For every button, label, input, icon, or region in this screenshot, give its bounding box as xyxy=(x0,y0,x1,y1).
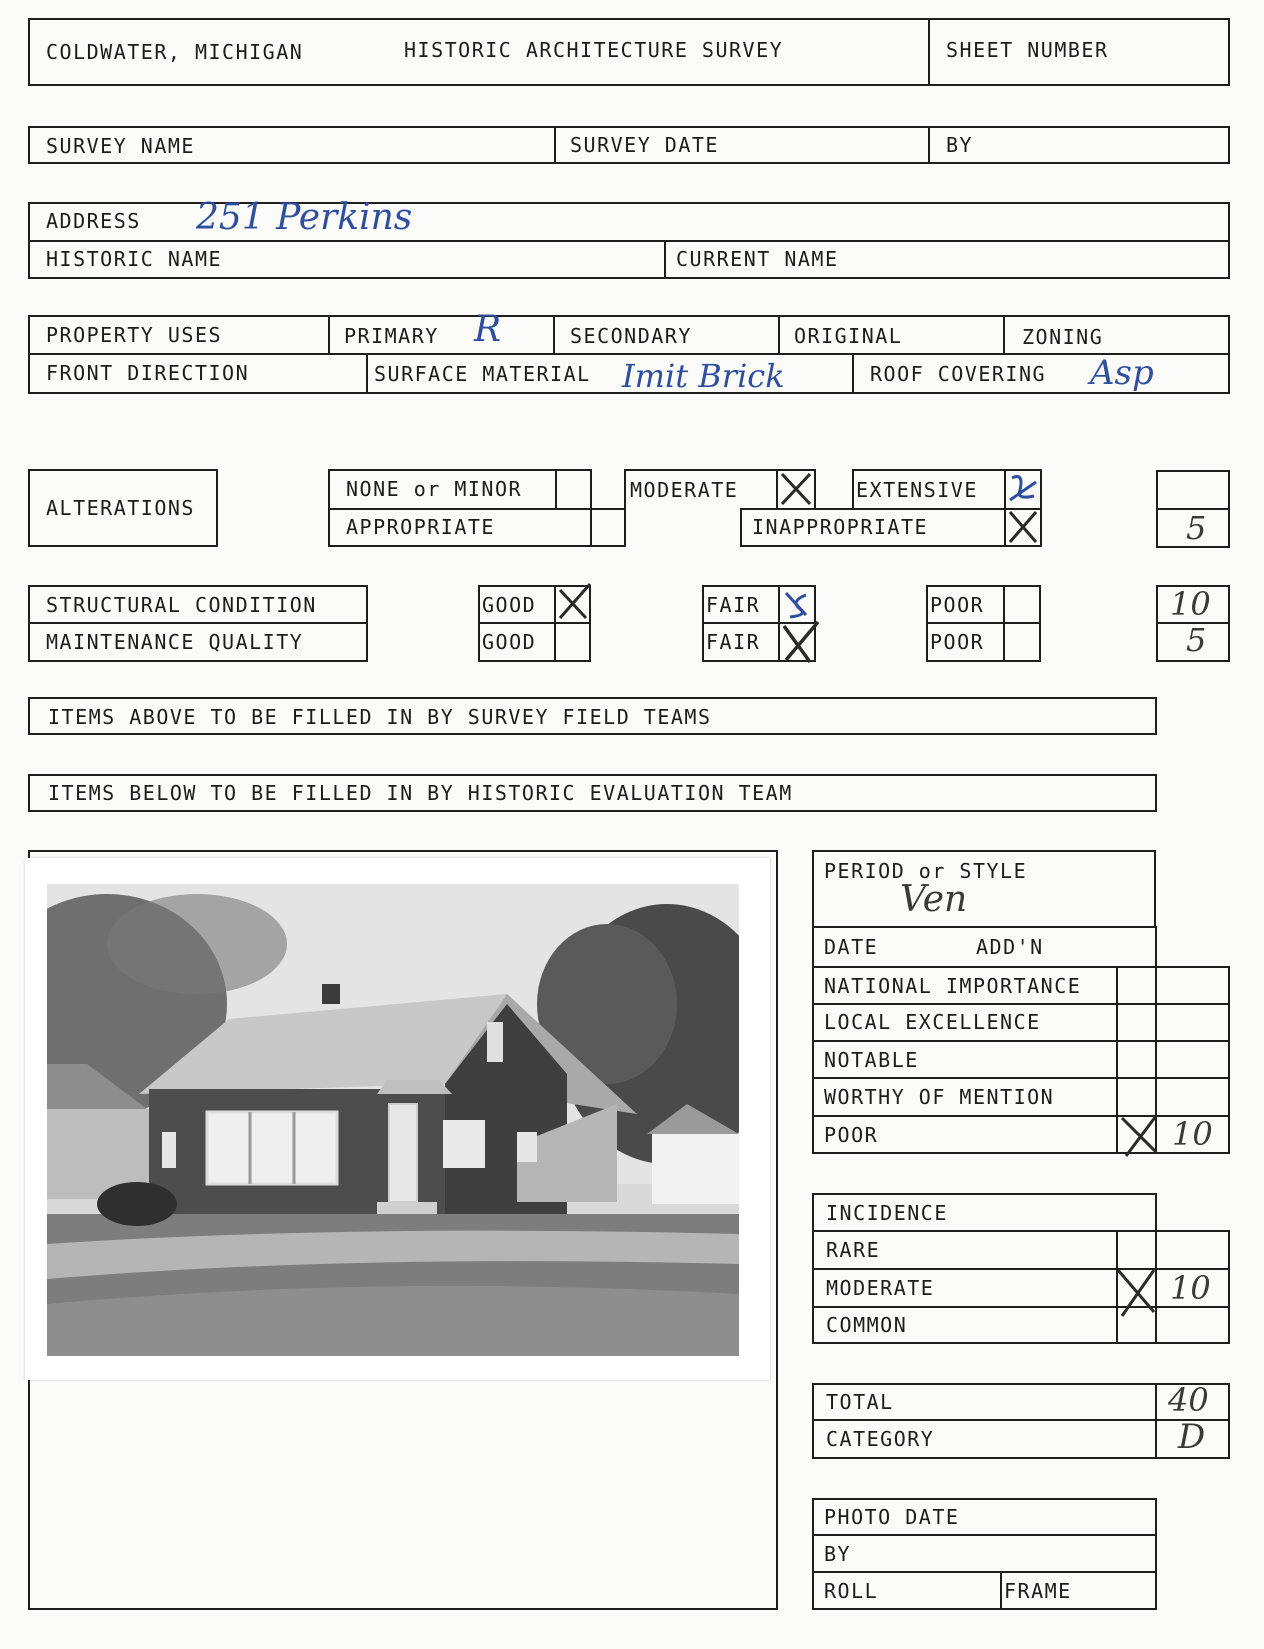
inappropriate-check-mark xyxy=(1006,508,1040,546)
local-excellence-label: LOCAL EXCELLENCE xyxy=(824,1010,1041,1034)
sheet-number-label: SHEET NUMBER xyxy=(946,38,1109,62)
address-label: ADDRESS xyxy=(46,209,141,233)
current-name-label: CURRENT NAME xyxy=(676,247,839,271)
historic-name-label: HISTORIC NAME xyxy=(46,247,223,271)
front-direction-label: FRONT DIRECTION xyxy=(46,361,250,385)
common-label: COMMON xyxy=(826,1313,908,1337)
total-value: 40 xyxy=(1168,1381,1209,1419)
survey-date-label: SURVEY DATE xyxy=(570,133,719,157)
evaluation-poor-score: 10 xyxy=(1172,1115,1213,1153)
maintenance-fair-label: FAIR xyxy=(706,630,761,654)
category-value: D xyxy=(1178,1417,1206,1457)
original-label: ORIGINAL xyxy=(794,324,903,348)
worthy-of-mention-label: WORTHY OF MENTION xyxy=(824,1085,1055,1109)
notable-label: NOTABLE xyxy=(824,1048,919,1072)
evaluation-poor-label: POOR xyxy=(824,1123,879,1147)
incidence-moderate-score: 10 xyxy=(1170,1269,1211,1307)
house-photo xyxy=(25,858,770,1380)
incidence-moderate-check-mark xyxy=(1112,1266,1158,1318)
survey-title: HISTORIC ARCHITECTURE SURVEY xyxy=(404,38,784,62)
alterations-label: ALTERATIONS xyxy=(46,496,195,520)
property-uses-label: PROPERTY USES xyxy=(46,323,223,347)
structural-good-check-mark xyxy=(556,582,592,622)
secondary-label: SECONDARY xyxy=(570,324,692,348)
zoning-label: ZONING xyxy=(1022,325,1104,349)
survey-name-label: SURVEY NAME xyxy=(46,134,195,158)
notes-below: ITEMS BELOW TO BE FILLED IN BY HISTORIC EVALUATION TEAM xyxy=(48,781,793,805)
surface-material-label: SURFACE MATERIAL xyxy=(374,362,591,386)
notes-above: ITEMS ABOVE TO BE FILLED IN BY SURVEY FIELD TEAMS xyxy=(48,705,712,729)
period-style-value: Ven xyxy=(900,879,968,920)
surface-material-value: Imit Brick xyxy=(622,357,785,395)
roof-covering-value: Asp xyxy=(1090,353,1154,393)
structural-poor-label: POOR xyxy=(930,593,985,617)
address-value: 251 Perkins xyxy=(196,197,413,238)
period-style-label: PERIOD or STYLE xyxy=(824,859,1028,883)
maintenance-good-label: GOOD xyxy=(482,630,537,654)
alterations-score: 5 xyxy=(1186,509,1207,547)
structural-fair-scribble xyxy=(780,587,814,621)
maintenance-poor-label: POOR xyxy=(930,630,985,654)
rare-label: RARE xyxy=(826,1238,881,1262)
maintenance-quality-label: MAINTENANCE QUALITY xyxy=(46,630,304,654)
moderate-alteration-label: MODERATE xyxy=(630,478,739,502)
photo-by-label: BY xyxy=(824,1542,852,1566)
survey-by-label: BY xyxy=(946,133,974,157)
primary-label: PRIMARY xyxy=(344,324,439,348)
appropriate-label: APPROPRIATE xyxy=(346,515,495,539)
incidence-moderate-label: MODERATE xyxy=(826,1276,935,1300)
total-label: TOTAL xyxy=(826,1390,894,1414)
maintenance-fair-check-mark xyxy=(780,620,820,664)
date-label: DATE xyxy=(824,935,879,959)
house-photo-image xyxy=(47,884,739,1356)
extensive-mark xyxy=(1006,470,1040,508)
category-label: CATEGORY xyxy=(826,1427,935,1451)
city-label: COLDWATER, MICHIGAN xyxy=(46,40,304,64)
national-importance-label: NATIONAL IMPORTANCE xyxy=(824,974,1082,998)
photo-date-label: PHOTO DATE xyxy=(824,1505,960,1529)
structural-fair-label: FAIR xyxy=(706,593,761,617)
maintenance-score: 5 xyxy=(1186,621,1207,659)
moderate-check-mark xyxy=(778,470,814,508)
structural-good-label: GOOD xyxy=(482,593,537,617)
none-minor-label: NONE or MINOR xyxy=(346,477,523,501)
frame-label: FRAME xyxy=(1004,1579,1072,1603)
primary-value: R xyxy=(474,309,502,350)
structural-condition-label: STRUCTURAL CONDITION xyxy=(46,593,317,617)
incidence-label: INCIDENCE xyxy=(826,1201,948,1225)
addn-label: ADD'N xyxy=(976,935,1044,959)
inappropriate-label: INAPPROPRIATE xyxy=(752,515,929,539)
extensive-label: EXTENSIVE xyxy=(856,478,978,502)
roof-covering-label: ROOF COVERING xyxy=(870,362,1047,386)
evaluation-poor-check-mark xyxy=(1116,1112,1160,1158)
structural-score: 10 xyxy=(1170,585,1211,623)
roll-label: ROLL xyxy=(824,1579,879,1603)
